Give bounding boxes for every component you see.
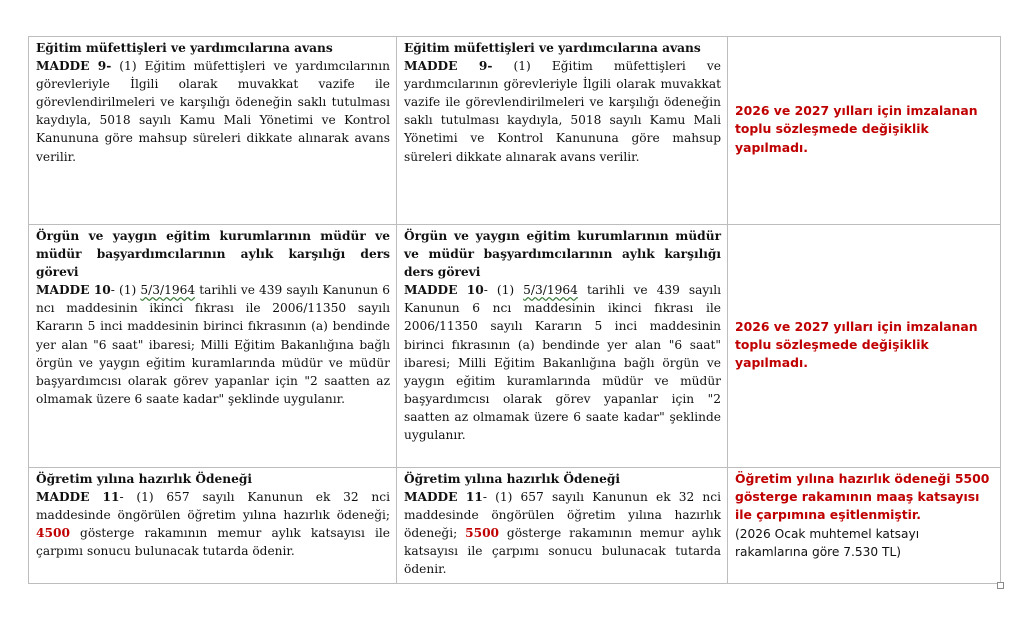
article-text-prefix: - (1) [110,283,141,298]
note-cell [728,37,1001,225]
change-note: Öğretim yılına hazırlık ödeneği 5500 gösterge rakamının maaş katsayısı ile çarpımına eşitlenmiştir. [735,471,990,523]
new-text-cell [397,225,728,468]
article-number: MADDE 9- [36,59,112,74]
change-note: 2026 ve 2027 yılları için imzalanan toplu sözleşmede değişiklik yapılmadı. [735,318,978,371]
indicator-number: 5500 [465,526,500,541]
article-number: MADDE 11 [36,490,120,505]
table-row [29,225,1001,468]
date-link[interactable]: 5/3/1964 [523,283,578,298]
indicator-number: 4500 [36,526,70,541]
article-title: Eğitim müfettişleri ve yardımcılarına avans [404,41,701,55]
old-text-cell [29,37,397,225]
article-title: Öğretim yılına hazırlık Ödeneği [404,472,621,486]
old-text-cell [29,225,397,468]
note-cell [728,225,1001,468]
comparison-table [28,36,1001,584]
table-resize-handle[interactable] [997,582,1004,589]
article-title: Eğitim müfettişleri ve yardımcılarına avans [36,41,333,55]
article-text: tarihli ve 439 sayılı Kanunun 6 ncı maddesinin ikinci fıkrası ile 2006/11350 sayılı Kararın 5 inci maddesinin birinci fıkrasının (a) bendinde yer alan "6 saat" ibaresi; Milli Eğitim Bakanlığına bağlı örgün ve yaygın eğitim kuramlarında müdür ve müdür başyardımcısı olarak görev yapanlar için "2 saatten az olmamak üzere 6 saate kadar" şeklinde uygulanır. [36,283,390,406]
article-number: MADDE 9- [404,59,493,74]
table-row [29,37,1001,225]
date-link[interactable]: 5/3/1964 [140,283,196,298]
article-text: gösterge rakamının memur aylık katsayısı ile çarpımı sonucu bulunacak tutarda ödenir. [36,526,390,559]
new-text-cell [397,468,728,584]
article-text: (1) Eğitim müfettişleri ve yardımcılarının görevleriyle İlgili olarak muvakkat vazife ile görevlendirilmeleri ve karşılığı ödeneğin saklı tutulması kaydıyla, 5018 sayılı Kamu Mali Yönetimi ve Kontrol Kanununa göre mahsup süreleri dikkate alınarak avans verilir. [404,59,722,164]
article-text: (1) Eğitim müfettişleri ve yardımcılarının görevleriyle İlgili olarak muvakkat vazife ile görevlendirilmeleri ve karşılığı ödeneğin saklı tutulması kaydıyla, 5018 sayılı Kamu Mali Yönetimi ve Kontrol Kanununa göre mahsup süreleri dikkate alınarak avans verilir. [36,59,390,164]
article-title: Örgün ve yaygın eğitim kurumlarının müdür ve müdür başyardımcılarının aylık karşılığı ders görevi [404,229,721,280]
article-number: MADDE 10 [36,283,111,298]
article-text: tarihli ve 439 sayılı Kanunun 6 ncı maddesinin ikinci fıkrası ile 2006/11350 sayılı Kararın 5 inci maddesinin birinci fıkrasının (a) bendinde yer alan "6 saat" ibaresi; Milli Eğitim Bakanlığına bağlı örgün ve yaygın eğitim kuramlarında müdür ve müdür başyardımcısı olarak görev yapanlar için "2 saatten az olmamak üzere 6 saate kadar" şeklinde uygulanır. [404,283,721,443]
article-text: gösterge rakamının memur aylık katsayısı ile çarpımı sonucu bulunacak tutarda ödenir. [404,526,722,577]
estimate-note: (2026 Ocak muhtemel katsayı rakamlarına göre 7.530 TL) [735,526,920,559]
article-text-prefix: - (1) [483,283,524,298]
old-text-cell [29,468,397,584]
article-text-prefix: - (1) 657 sayılı Kanunun ek 32 nci maddesinde öngörülen öğretim yılına hazırlık ödeneği; [404,490,721,541]
article-number: MADDE 11 [404,490,483,505]
new-text-cell [397,37,728,225]
change-note: 2026 ve 2027 yılları için imzalanan toplu sözleşmede değişiklik yapılmadı. [735,103,978,155]
table-row [29,468,1001,584]
article-text-prefix: - (1) 657 sayılı Kanunun ek 32 nci maddesinde öngörülen öğretim yılına hazırlık ödeneği; [36,490,390,523]
article-title: Örgün ve yaygın eğitim kurumlarının müdür ve müdür başyardımcılarının aylık karşılığı ders görevi [36,229,390,280]
article-title: Öğretim yılına hazırlık Ödeneği [36,472,253,486]
note-cell [728,468,1001,584]
article-number: MADDE 10 [404,283,484,298]
